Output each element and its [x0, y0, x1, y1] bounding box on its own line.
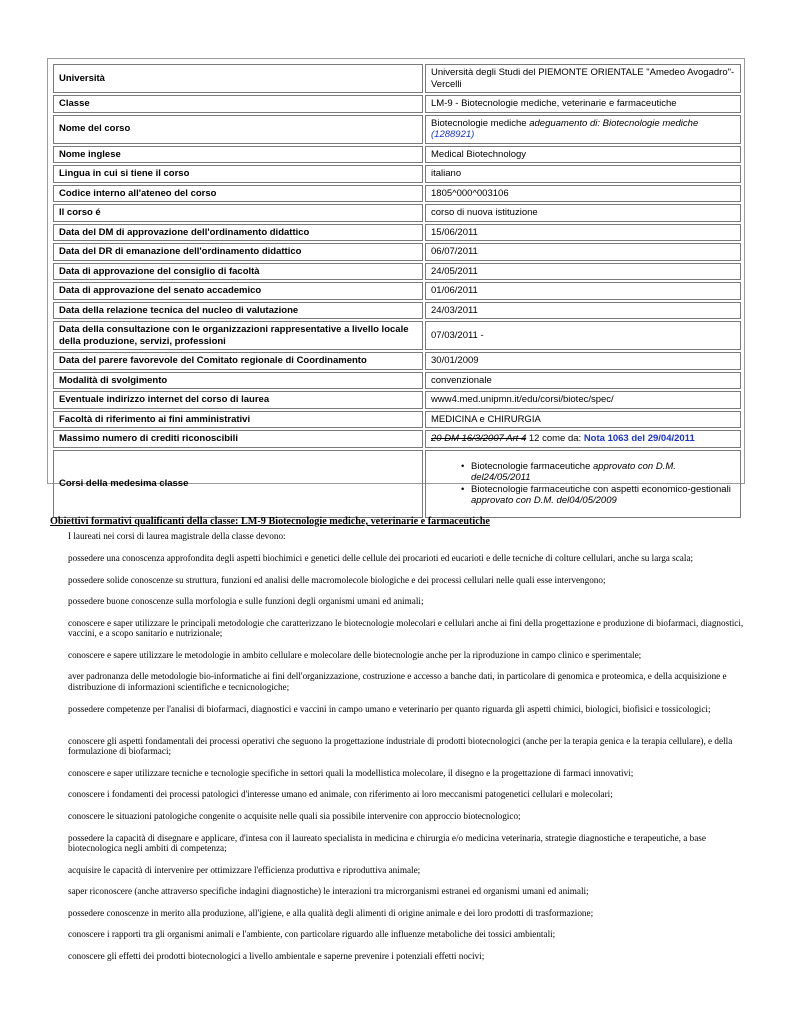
paragraph: possedere conoscenze in merito alla produzione, all'igiene, e alla qualità degli alimenti di origine animale e dei loro prodotti di trasformazione;	[68, 907, 594, 918]
obiettivi-intro: I laureati nei corsi di laurea magistrale della classe devono:	[68, 531, 286, 541]
label-corsi-medesima-classe: Corsi della medesima classe	[53, 450, 423, 518]
label-codice: Codice interno all'ateneo del corso	[53, 185, 423, 203]
value-data-dr: 06/07/2011	[425, 243, 741, 261]
course-code-link[interactable]: (1288921)	[431, 129, 475, 140]
value-parere-comitato: 30/01/2009	[425, 352, 741, 370]
value-corso-e: corso di nuova istituzione	[425, 204, 741, 222]
table-row	[53, 115, 741, 144]
nota-link[interactable]: Nota 1063 del 29/04/2011	[583, 433, 695, 444]
label-data-dr: Data del DR di emanazione dell'ordinamento didattico	[53, 243, 423, 261]
bullet: •	[461, 460, 465, 472]
obiettivi-paragraphs	[68, 553, 744, 962]
paragraph: conoscere i fondamenti dei processi patologici d'interesse umano ed animale, con riferimento ai loro meccanismi patogenetici cellulari e molecolari;	[68, 789, 613, 800]
label-massimo-crediti: Massimo numero di crediti riconoscibili	[53, 430, 423, 448]
value-modalita: convenzionale	[425, 372, 741, 390]
corsi-list	[431, 461, 735, 507]
table-row	[53, 302, 741, 320]
label-consiglio-facolta: Data di approvazione del consiglio di facoltà	[53, 263, 423, 281]
paragraph: possedere una conoscenza approfondita degli aspetti biochimici e genetici delle cellule dei procarioti ed eucarioti e delle tecniche di colture cellulari, anche su larga scala;	[68, 553, 694, 563]
corso-approval: approvato con D.M. del04/05/2009	[471, 495, 617, 506]
corso-name: Biotecnologie farmaceutiche	[471, 460, 591, 472]
table-row	[53, 165, 741, 183]
value-facolta-riferimento: MEDICINA e CHIRURGIA	[425, 411, 741, 429]
paragraph: possedere la capacità di disegnare e applicare, d'intesa con il laureato specialista in medicina e chirurgia e/o medicina veterinaria, strategie diagnostiche e terapeutiche, a base biotecnologica negli ambiti di competenza;	[68, 832, 706, 854]
obiettivi-title: Obiettivi formativi qualificanti della classe: LM-9 Biotecnologie mediche, veterinarie e farmaceutiche	[50, 516, 490, 527]
table-row	[53, 95, 741, 113]
value-consultazione: 07/03/2011 -	[425, 321, 741, 350]
table-row	[53, 263, 741, 281]
paragraph: possedere buone conoscenze sulla morfologia e sulle funzioni degli organismi umani ed animali;	[68, 596, 424, 607]
table-row	[53, 450, 741, 518]
table-row	[53, 411, 741, 429]
adeguamento-note: adeguamento di: Biotecnologie mediche	[529, 117, 699, 129]
value-massimo-crediti	[425, 430, 741, 448]
value-data-dm: 15/06/2011	[425, 224, 741, 242]
list-item	[461, 483, 735, 507]
paragraph: conoscere e sapere utilizzare le metodologie in ambito cellulare e molecolare delle biotecnologie anche per la riproduzione in campo clinico e sperimentale;	[68, 649, 642, 660]
table-row	[53, 282, 741, 300]
paragraph: aver padronanza delle metodologie bio-informatiche ai fini dell'organizzazione, costruzione e accesso a banche dati, in particolare di genomica e proteomica, e della acquisizione e distribuzione di informazioni scientifiche e tecnicnologiche;	[68, 671, 727, 692]
credits-value: 12 come da:	[528, 433, 582, 444]
label-universita: Università	[53, 64, 423, 93]
old-credits-reference: 20 DM 16/3/2007 Art 4	[431, 433, 527, 444]
paragraph: conoscere gli aspetti fondamentali dei processi operativi che seguono la progettazione industriale di prodotti biotecnologici (anche per la terapia genica e la terapia cellulare), e della formulazione di biofarmaci;	[68, 735, 733, 757]
table-row	[53, 243, 741, 261]
label-relazione-nucleo: Data della relazione tecnica del nucleo di valutazione	[53, 302, 423, 320]
paragraph: conoscere gli effetti dei prodotti biotecnologici a livello ambientale e saperne prevenire i potenziali effetti nocivi;	[68, 951, 485, 961]
label-facolta-riferimento: Facoltà di riferimento ai fini amministrativi	[53, 411, 423, 429]
value-corsi-medesima-classe	[425, 450, 741, 518]
course-info-table	[51, 62, 743, 520]
paragraph: possedere solide conoscenze su struttura, funzioni ed analisi delle macromolecole biologiche e dei processi cellulari nelle quali esse intervengono;	[68, 574, 606, 585]
label-parere-comitato: Data del parere favorevole del Comitato regionale di Coordinamento	[53, 352, 423, 370]
value-relazione-nucleo: 24/03/2011	[425, 302, 741, 320]
label-indirizzo-internet: Eventuale indirizzo internet del corso di laurea	[53, 391, 423, 409]
label-corso-e: Il corso é	[53, 204, 423, 222]
value-classe: LM-9 - Biotecnologie mediche, veterinarie e farmaceutiche	[425, 95, 741, 113]
bullet: •	[461, 483, 465, 495]
table-row	[53, 204, 741, 222]
value-senato: 01/06/2011	[425, 282, 741, 300]
value-nome-corso	[425, 115, 741, 144]
label-modalita: Modalità di svolgimento	[53, 372, 423, 390]
label-consultazione: Data della consultazione con le organizzazioni rappresentative a livello locale della produzione, servizi, professioni	[53, 321, 423, 350]
paragraph: conoscere e saper utilizzare tecniche e tecnologie specifiche in settori quali la modellistica molecolare, il disegno e la progettazione di farmaci innovativi;	[68, 767, 634, 778]
value-codice: 1805^000^003106	[425, 185, 741, 203]
table-row	[53, 146, 741, 164]
paragraph: possedere competenze per l'analisi di biofarmaci, diagnostici e vaccini in campo umano e veterinario per quanto riguarda gli aspetti chimici, biologici, biofisici e tossicologici;	[68, 703, 711, 714]
value-indirizzo-internet: www4.med.unipmn.it/edu/corsi/biotec/spec/	[425, 391, 741, 409]
table-row	[53, 430, 741, 448]
table-row	[53, 224, 741, 242]
table-row	[53, 64, 741, 93]
paragraph: conoscere le situazioni patologiche congenite o acquisite nelle quali sia possibile intervenire con approccio biotecnologico;	[68, 810, 521, 821]
label-senato: Data di approvazione del senato accademico	[53, 282, 423, 300]
paragraph: saper riconoscere (anche attraverso specifiche indagini diagnostiche) le interazioni tra microrganismi estranei ed organismi umani ed animali;	[68, 886, 589, 897]
paragraph: acquisire le capacità di intervenire per ottimizzare l'efficienza produttiva e riproduttiva animale;	[68, 864, 421, 875]
value-nome-inglese: Medical Biotechnology	[425, 146, 741, 164]
label-lingua: Lingua in cui si tiene il corso	[53, 165, 423, 183]
list-item	[461, 460, 735, 484]
corso-approval: approvato con D.M. del24/05/2011	[471, 460, 676, 483]
label-nome-inglese: Nome inglese	[53, 146, 423, 164]
table-row	[53, 352, 741, 370]
corso-name: Biotecnologie farmaceutiche con aspetti economico-gestionali	[471, 483, 731, 495]
label-classe: Classe	[53, 95, 423, 113]
value-universita: Università degli Studi del PIEMONTE ORIENTALE "Amedeo Avogadro"-Vercelli	[425, 64, 741, 93]
paragraph: conoscere i rapporti tra gli organismi animali e l'ambiente, con particolare riguardo alle influenze metaboliche dei tossici ambientali;	[68, 929, 556, 940]
label-data-dm: Data del DM di approvazione dell'ordinamento didattico	[53, 224, 423, 242]
value-consiglio-facolta: 24/05/2011	[425, 263, 741, 281]
table-row	[53, 372, 741, 390]
table-row	[53, 321, 741, 350]
table-row	[53, 185, 741, 203]
label-nome-corso: Nome del corso	[53, 115, 423, 144]
value-lingua: italiano	[425, 165, 741, 183]
paragraph: conoscere e saper utilizzare le principali metodologie che caratterizzano le biotecnologie molecolari e cellulari anche ai fini della progettazione e produzione di biofarmaci, diagnostici, vaccini, e a scopo sanitario e nutrizionale;	[68, 617, 744, 639]
course-name: Biotecnologie mediche	[431, 117, 527, 129]
table-row	[53, 391, 741, 409]
